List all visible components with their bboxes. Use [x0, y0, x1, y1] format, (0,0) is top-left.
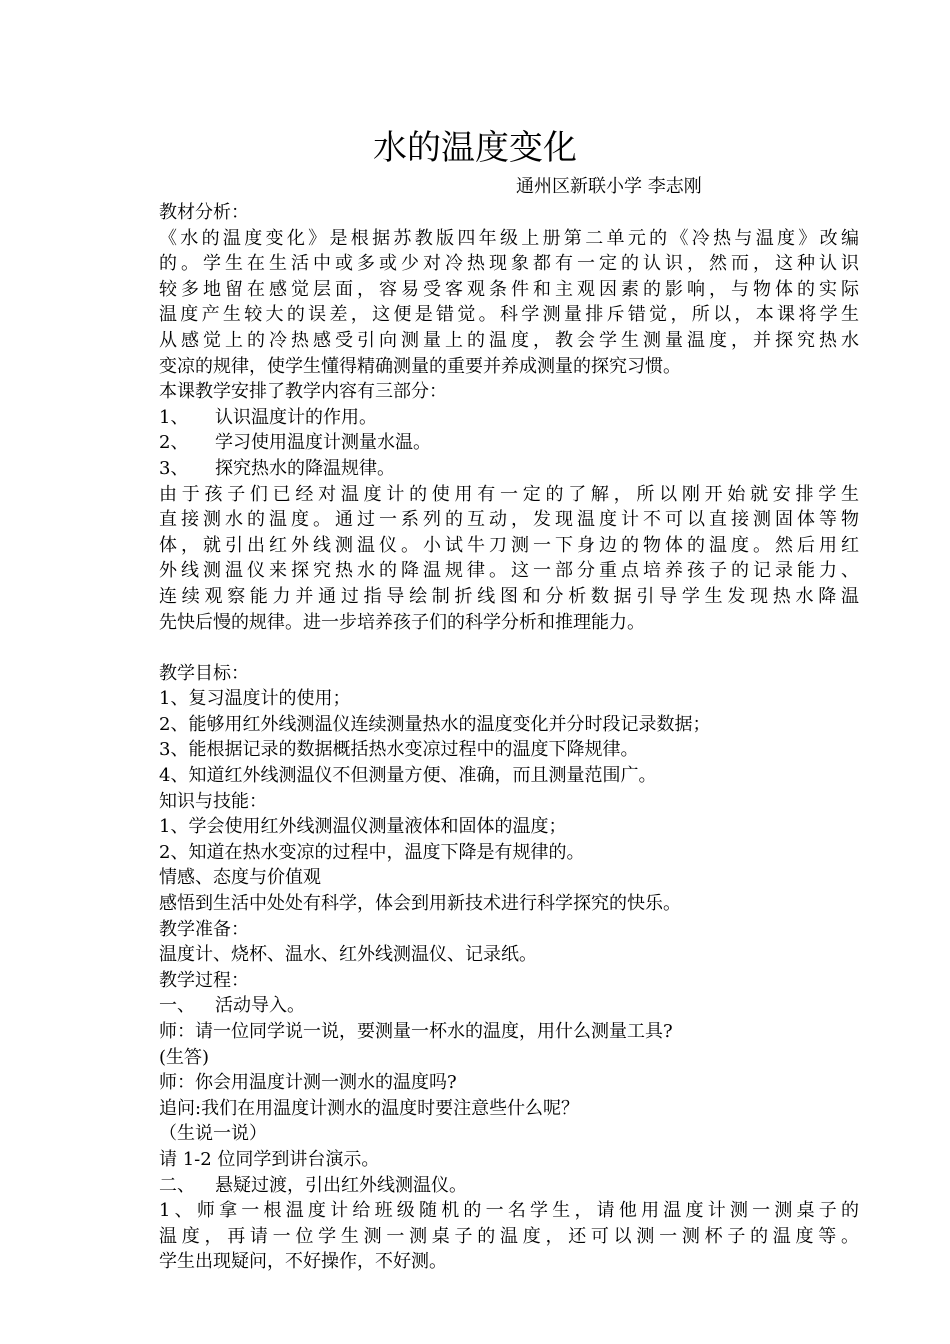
numbered-line: [159, 456, 859, 482]
text-line: 学生出现疑问，不好操作，不好测。: [159, 1251, 447, 1273]
text-line: 3、能根据记录的数据概括热水变凉过程中的温度下降规律。: [159, 739, 639, 761]
text-line: 教材分析：: [159, 202, 249, 223]
text-line: 1、复习温度计的使用；: [159, 688, 351, 710]
text-line: 追问:我们在用温度计测水的温度时要注意些什么呢？: [159, 1097, 580, 1119]
text-line: 1、师拿一根温度计给班级随机的一名学生，请他用温度计测一测桌子的: [159, 1200, 859, 1222]
text-line: 的。学生在生活中或多或少对冷热现象都有一定的认识，然而，这种认识: [159, 253, 859, 275]
text-line: 先快后慢的规律。进一步培养孩子们的科学分析和推理能力。: [159, 611, 645, 633]
text-line: 温度计、烧杯、温水、红外线测温仪、记录纸。: [159, 944, 537, 966]
author-line: 通州区新联小学 李志刚: [516, 176, 702, 197]
text-line: 温度，再请一位学生测一测桌子的温度，还可以测一测杯子的温度等。: [159, 1225, 859, 1247]
text-line: 变凉的规律，使学生懂得精确测量的重要并养成测量的探究习惯。: [159, 355, 681, 377]
text-line: 教学目标：: [159, 662, 249, 684]
numbered-line: [159, 1173, 859, 1199]
text-line: 感悟到生活中处处有科学，体会到用新技术进行科学探究的快乐。: [159, 893, 681, 915]
text-line: 外线测温仪来探究热水的降温规律。这一部分重点培养孩子的记录能力、: [159, 560, 859, 582]
list-text: 悬疑过渡，引出红外线测温仪。: [215, 1174, 467, 1196]
list-number: 2、: [159, 432, 189, 454]
blank-line: [159, 635, 859, 661]
list-number: 二、: [159, 1174, 195, 1196]
text-line: 情感、态度与价值观: [159, 867, 321, 889]
list-number: 1、: [159, 406, 189, 428]
text-line: 师：请一位同学说一说，要测量一杯水的温度，用什么测量工具?: [159, 1021, 673, 1042]
numbered-line: [159, 430, 859, 456]
list-text: 活动导入。: [215, 995, 305, 1017]
text-line: 知识与技能：: [159, 790, 267, 812]
text-line: 师：你会用温度计测一测水的温度吗?: [159, 1072, 457, 1094]
text-line: 较多地留在感觉层面，容易受客观条件和主观因素的影响，与物体的实际: [159, 278, 859, 300]
text-line: 2、能够用红外线测温仪连续测量热水的温度变化并分时段记录数据；: [159, 713, 711, 735]
list-number: 一、: [159, 995, 195, 1017]
list-number: 3、: [159, 457, 189, 479]
numbered-line: [159, 993, 859, 1019]
text-line: 《水的温度变化》是根据苏教版四年级上册第二单元的《冷热与温度》改编: [159, 227, 859, 249]
text-line: 由于孩子们已经对温度计的使用有一定的了解，所以刚开始就安排学生: [159, 483, 859, 505]
text-line: 从感觉上的冷热感受引向测量上的温度，教会学生测量温度，并探究热水: [159, 329, 859, 351]
text-line: 请 1-2 位同学到讲台演示。: [159, 1148, 380, 1170]
document-title: 水的温度变化: [373, 128, 577, 168]
text-line: 4、知道红外线测温仪不但测量方便、准确，而且测量范围广。: [159, 765, 657, 787]
text-line: 2、知道在热水变凉的过程中，温度下降是有规律的。: [159, 841, 585, 863]
text-line: 1、学会使用红外线测温仪测量液体和固体的温度；: [159, 816, 567, 838]
list-text: 探究热水的降温规律。: [215, 457, 395, 479]
text-line: 教学过程：: [159, 969, 249, 991]
text-line: 本课教学安排了教学内容有三部分：: [159, 381, 447, 403]
text-line: （生说一说）: [159, 1123, 267, 1145]
text-line: 体，就引出红外线测温仪。小试牛刀测一下身边的物体的温度。然后用红: [159, 534, 859, 556]
document-body: [159, 200, 859, 1275]
text-line: 直接测水的温度。通过一系列的互动，发现温度计不可以直接测固体等物: [159, 509, 859, 531]
text-line: 教学准备：: [159, 918, 249, 940]
text-line: 连续观察能力并通过指导绘制折线图和分析数据引导学生发现热水降温: [159, 585, 859, 607]
list-text: 认识温度计的作用。: [215, 406, 377, 428]
text-line: 温度产生较大的误差，这便是错觉。科学测量排斥错觉，所以，本课将学生: [159, 304, 859, 326]
list-text: 学习使用温度计测量水温。: [215, 432, 431, 454]
numbered-line: [159, 405, 859, 431]
text-line: (生答): [159, 1046, 210, 1068]
